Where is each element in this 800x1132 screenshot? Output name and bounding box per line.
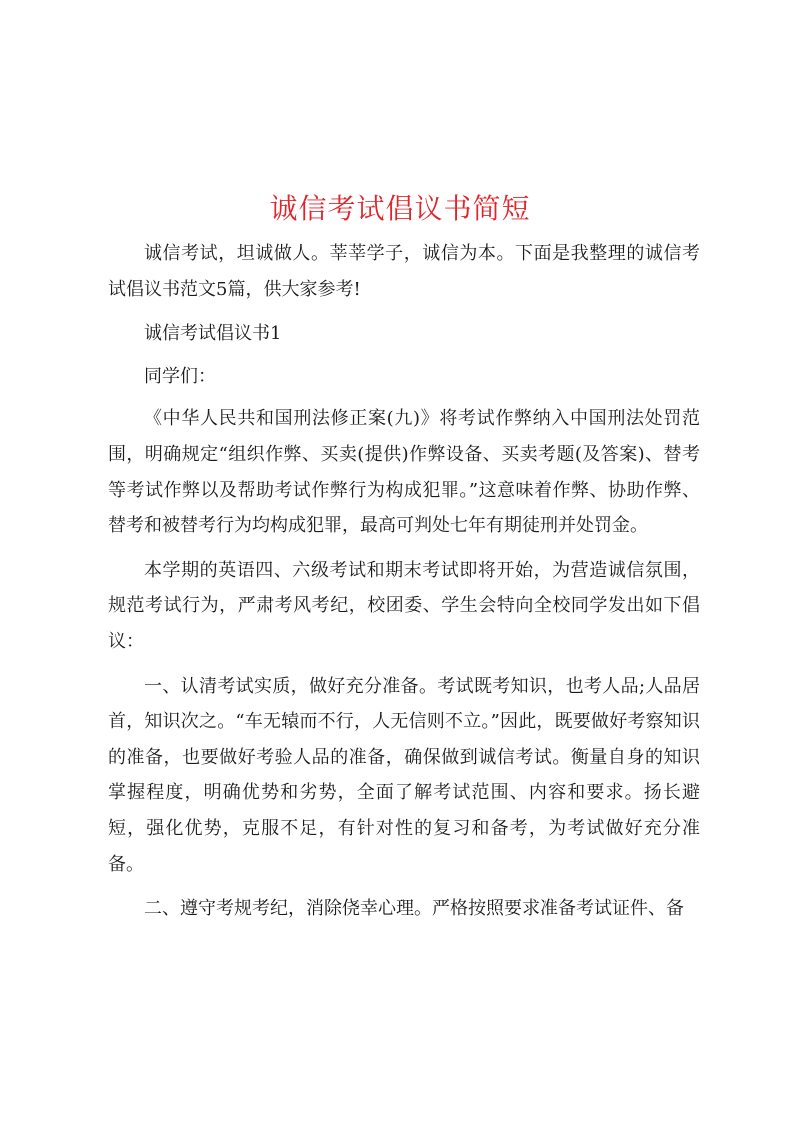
salutation: 同学们： xyxy=(144,365,216,387)
document-body xyxy=(108,236,700,936)
body-paragraph-initiative: 本学期的英语四、六级考试和期末考试即将开始，为营造诚信氛围，规范考试行为，严肃考风考纪，校团委、学生会特向全校同学发出如下倡议： xyxy=(108,559,700,652)
body-paragraph-law: 《中华人民共和国刑法修正案(九)》将考试作弊纳入中国刑法处罚范围，明确规定“组织作弊、买卖(提供)作弊设备、买卖考题(及答案)、替考等考试作弊以及帮助考试作弊行为构成犯罪。”这意味着作弊、协助作弊、替考和被替考行为均构成犯罪，最高可判处七年有期徒刑并处罚金。 xyxy=(108,408,700,537)
body-paragraph-point-two: 二、遵守考规考纪，消除侥幸心理。严格按照要求准备考试证件、备 xyxy=(144,898,684,920)
body-paragraph-point-one: 一、认清考试实质，做好充分准备。考试既考知识，也考人品;人品居首，知识次之。“车无辕而不行，人无信则不立。”因此，既要做好考察知识的准备，也要做好考验人品的准备，确保做到诚信考试。衡量自身的知识掌握程度，明确优势和劣势，全面了解考试范围、内容和要求。扬长避短，强化优势，克服不足，有针对性的复习和备考，为考试做好充分准备。 xyxy=(108,675,700,875)
section-heading: 诚信考试倡议书1 xyxy=(144,323,282,345)
intro-paragraph: 诚信考试，坦诚做人。莘莘学子，诚信为本。下面是我整理的诚信考试倡议书范文5篇，供大家参考! xyxy=(108,243,700,300)
document-title: 诚信考试倡议书简短 xyxy=(269,191,531,225)
